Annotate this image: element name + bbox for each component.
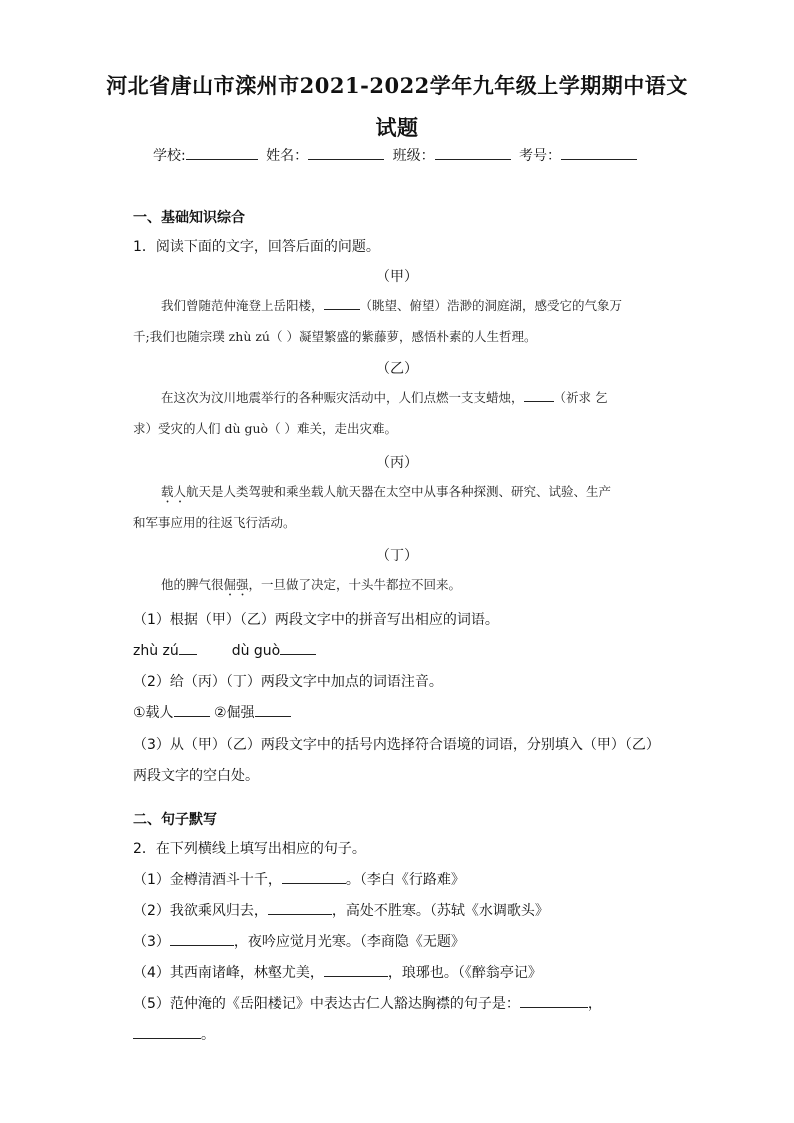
name-field[interactable] [308, 145, 384, 160]
ding-dotted-word: 倔强 [223, 577, 249, 592]
passage-yi-label: （乙） [376, 361, 418, 377]
q2-item3-text1: （3） [133, 934, 170, 950]
yi-blank[interactable] [524, 389, 554, 402]
school-label: 学校: [152, 148, 186, 164]
q2-item5-text1: （5）范仲淹的《岳阳楼记》中表达古仁人豁达胸襟的句子是： [133, 996, 520, 1012]
exam-title-line2: 试题 [375, 115, 419, 140]
q2-item3-text2: ，夜吟应觉月光寒。（李商隐《无题》 [233, 934, 465, 950]
q2-item4-field[interactable] [324, 962, 388, 977]
passage-yi-line2: 求）受灾的人们 dù guò（ ）难关，走出灾难。 [133, 421, 398, 436]
pinyin-duguo: dù guò [231, 643, 281, 659]
q1-sub1-answers [133, 640, 316, 659]
q1-sub1: （1）根据（甲）（乙）两段文字中的拼音写出相应的词语。 [133, 612, 499, 628]
pinyin-zhuzu: zhù zú [133, 643, 179, 659]
juejiang-answer-field[interactable] [255, 702, 291, 717]
q2-stem: 2．在下列横线上填写出相应的句子。 [133, 841, 366, 857]
q2-item4-text1: （4）其西南诸峰，林壑尤美， [133, 965, 324, 981]
q2-item1 [133, 869, 465, 889]
passage-ding-label: （丁） [376, 548, 418, 564]
zairen-answer-field[interactable] [174, 702, 210, 717]
q1-sub2: （2）给（丙）（丁）两段文字中加点的词语注音。 [133, 674, 443, 690]
exam-no-label: 考号： [519, 148, 562, 164]
exam-no-field[interactable] [561, 145, 637, 160]
q2-item5-text3: 。 [201, 1027, 215, 1043]
zhuzu-answer-field[interactable] [179, 640, 197, 655]
exam-title-line1: 河北省唐山市滦州市2021-2022学年九年级上学期期中语文 [106, 73, 688, 98]
passage-ding-text2: ，一旦做了决定，十头牛都拉不回来。 [248, 577, 462, 592]
q1-sub3-line1: （3）从（甲）（乙）两段文字中的括号内选择符合语境的词语，分别填入（甲）（乙） [133, 737, 660, 753]
bing-dotted-word: 载人 [161, 484, 187, 499]
q2-item5 [133, 993, 602, 1013]
passage-jia-line2: 千;我们也随宗璞 zhù zú（ ）凝望繁盛的紫藤萝，感悟朴素的人生哲理。 [133, 329, 537, 344]
q2-item1-text1: （1）金樽清酒斗十千， [133, 872, 282, 888]
jia-blank[interactable] [324, 297, 360, 310]
passage-jia-text1: 我们曾随范仲淹登上岳阳楼， [161, 298, 324, 313]
q2-item3-field[interactable] [170, 931, 234, 946]
q1-sub2-answers [133, 702, 291, 722]
q2-item5-cont [133, 1024, 215, 1044]
q2-item1-field[interactable] [282, 869, 346, 884]
q2-item5-field2[interactable] [133, 1024, 201, 1039]
passage-yi-text2: （祈求 乞 [553, 390, 608, 405]
q2-item2-text1: （2）我欲乘风归去， [133, 903, 268, 919]
passage-bing [133, 476, 661, 507]
passage-bing-label: （丙） [376, 455, 418, 471]
q2-item1-text2: 。（李白《行路难》 [345, 872, 465, 888]
passage-yi-text1: 在这次为汶川地震举行的各种赈灾活动中，人们点燃一支支蜡烛， [161, 390, 524, 405]
q2-item2-field[interactable] [268, 900, 332, 915]
q1-sub3-line2: 两段文字的空白处。 [133, 768, 259, 784]
q2-item4-text2: ，琅琊也。（《醉翁亭记》 [387, 965, 542, 981]
sub2-item1: ①载人 [133, 705, 174, 721]
passage-jia-text2: （眺望、俯望）浩渺的洞庭湖，感受它的气象万 [359, 298, 623, 313]
q2-item2-text2: ，高处不胜寒。（苏轼《水调歌头》 [331, 903, 549, 919]
school-field[interactable] [186, 145, 258, 160]
passage-bing-line2: 和军事应用的往返飞行活动。 [133, 515, 296, 530]
name-label: 姓名： [266, 148, 309, 164]
passage-yi [133, 382, 661, 413]
duguo-answer-field[interactable] [280, 640, 316, 655]
q2-item3 [133, 931, 465, 951]
class-label: 班级： [392, 148, 435, 164]
sub2-item2: ②倔强 [214, 705, 255, 721]
passage-bing-text1: 航天是人类驾驶和乘坐载人航天器在太空中从事各种探测、研究、试验、生产 [186, 484, 612, 499]
q2-item5-text2: ， [587, 996, 602, 1012]
passage-ding-text1: 他的脾气很 [161, 577, 224, 592]
passage-jia-label: （甲） [376, 269, 418, 285]
section1-heading: 一、基础知识综合 [133, 210, 245, 226]
section2-heading: 二、句子默写 [133, 812, 217, 828]
passage-jia [133, 290, 661, 321]
q2-item5-field1[interactable] [520, 993, 588, 1008]
student-info-row [0, 145, 794, 165]
q1-stem: 1．阅读下面的文字，回答后面的问题。 [133, 239, 380, 255]
passage-ding [133, 569, 661, 600]
q2-item4 [133, 962, 542, 982]
q2-item2 [133, 900, 549, 920]
class-field[interactable] [435, 145, 511, 160]
